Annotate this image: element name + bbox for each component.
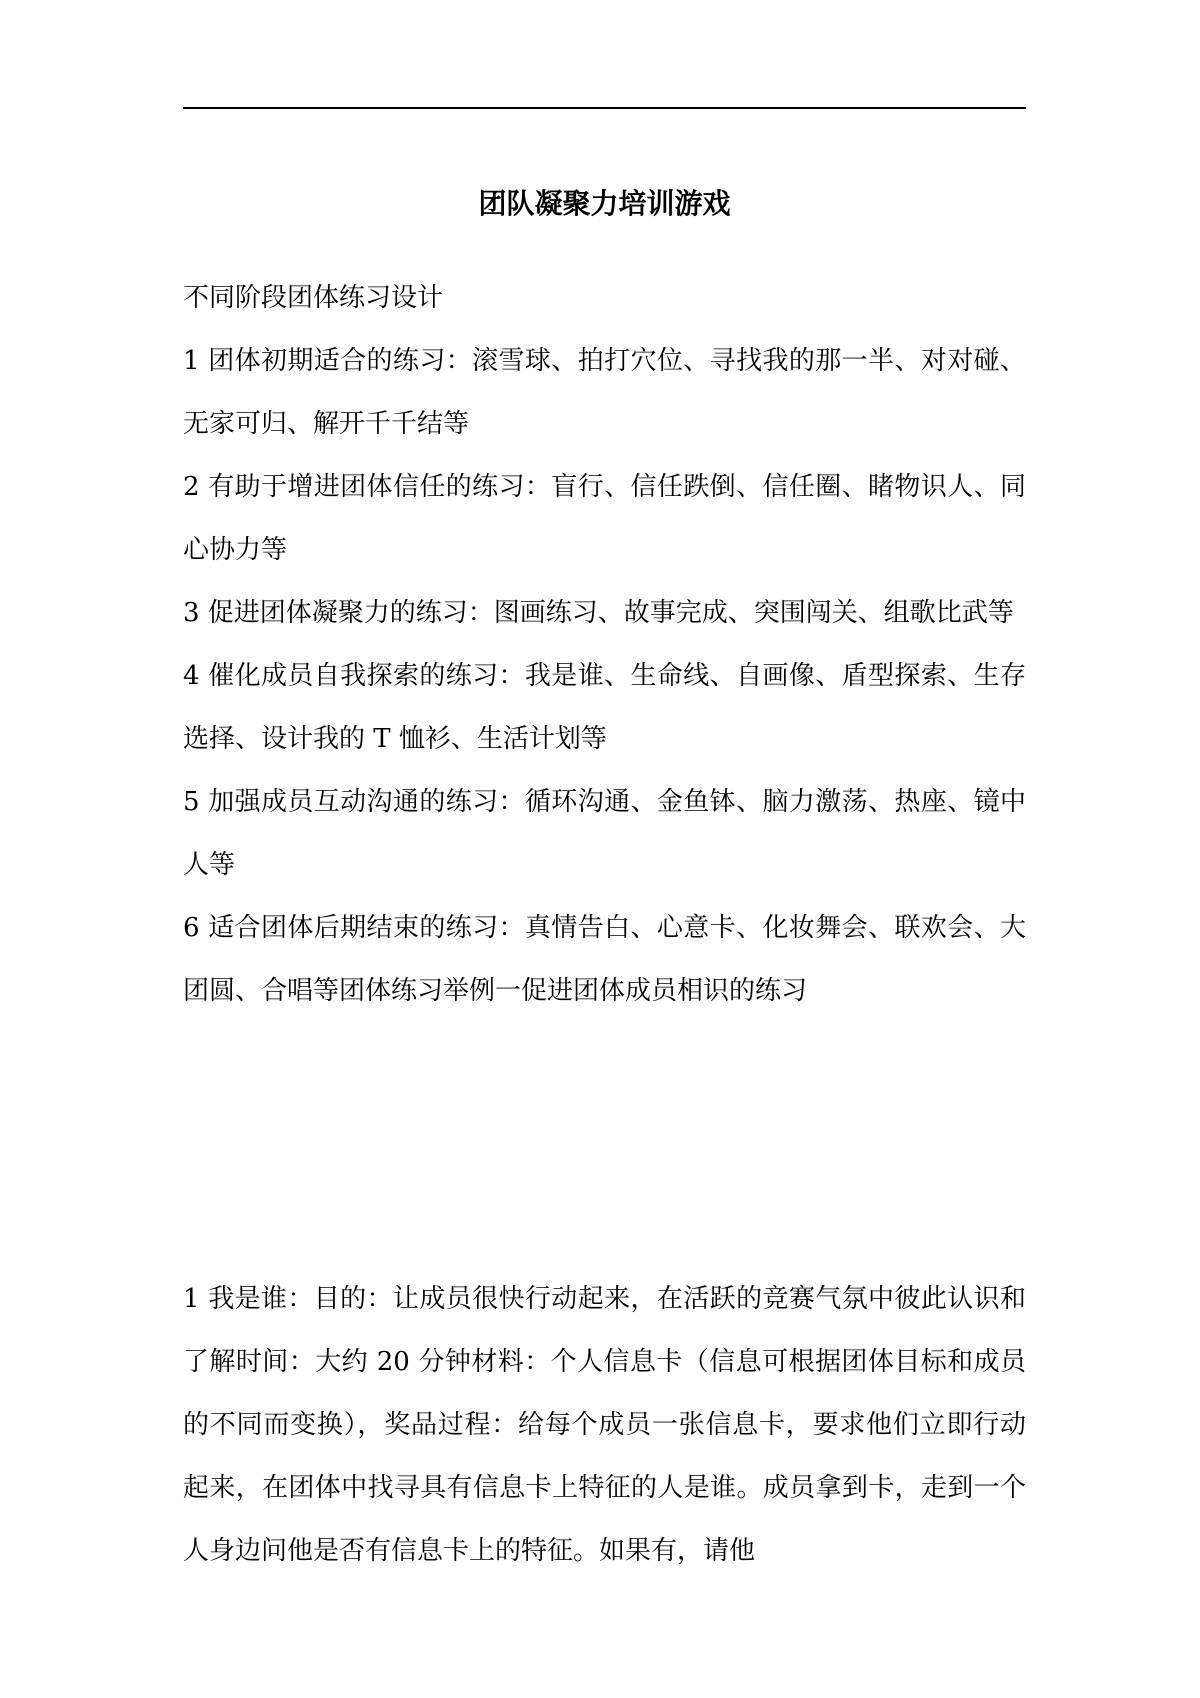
- stage-item-6: 6 适合团体后期结束的练习：真情告白、心意卡、化妆舞会、联欢会、大团圆、合唱等团体练习举例一促进团体成员相识的练习: [183, 913, 1026, 1006]
- stage-item-1: 1 团体初期适合的练习：滚雪球、拍打穴位、寻找我的那一半、对对碰、无家可归、解开千千结等: [183, 346, 1026, 439]
- stages-section: [183, 267, 1026, 1023]
- stage-item-4: 4 催化成员自我探索的练习：我是谁、生命线、自画像、盾型探索、生存选择、设计我的 T 恤衫、生活计划等: [183, 661, 1026, 754]
- stage-item-3: 3 促进团体凝聚力的练习：图画练习、故事完成、突围闯关、组歌比武等: [183, 598, 1014, 628]
- intro-heading: 不同阶段团体练习设计: [183, 283, 444, 313]
- stage-item-2: 2 有助于增进团体信任的练习：盲行、信任跌倒、信任圈、睹物识人、同心协力等: [183, 472, 1026, 565]
- stage-item-5: 5 加强成员互动沟通的练习：循环沟通、金鱼钵、脑力激荡、热座、镜中人等: [183, 787, 1026, 880]
- example-section: [183, 1268, 1026, 1583]
- header-rule: [183, 107, 1026, 109]
- example-paragraph: 1 我是谁：目的：让成员很快行动起来，在活跃的竞赛气氛中彼此认识和了解时间：大约 20 分钟材料：个人信息卡（信息可根据团体目标和成员的不同而变换），奖品过程：给每个成员一张信息卡，要求他们立即行动起来，在团体中找寻具有信息卡上特征的人是谁。成员拿到卡，走到一个人身边问他是否有信息卡上的特征。如果有，请他: [183, 1284, 1026, 1566]
- page-title: 团队凝聚力培训游戏: [478, 187, 731, 220]
